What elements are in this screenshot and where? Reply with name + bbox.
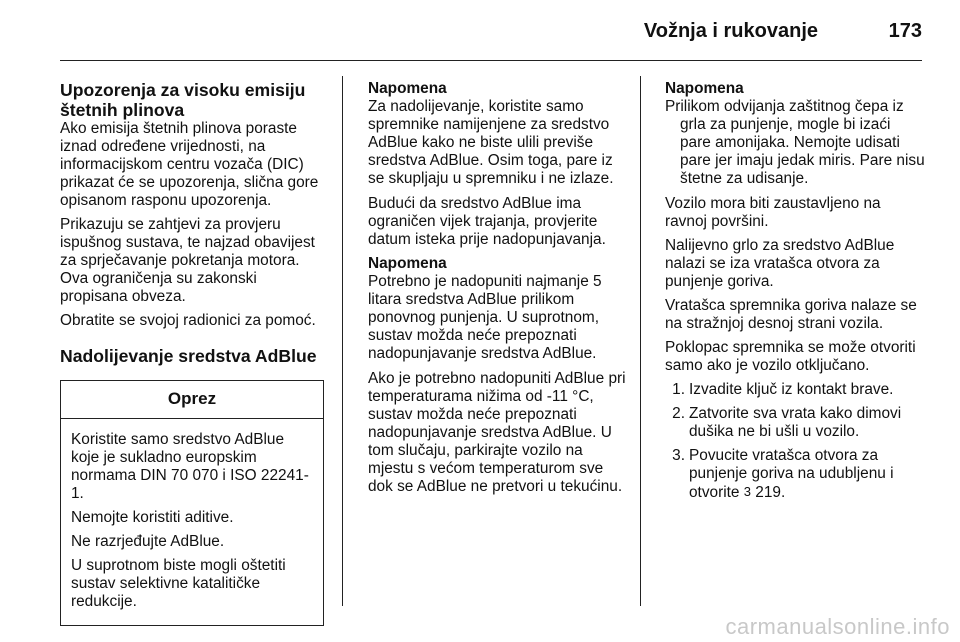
step-text: Zatvorite sva vrata kako dimovi dušika ne bi ušli u vozilo.	[689, 405, 902, 440]
note-block-2	[368, 255, 630, 363]
note-text: Prilikom odvijanja zaštitnog čepa iz grla za punjenje, mogle bi izaći pare amonijaka. Nemojte udisati pare jer imaju jedak miris. Pare nisu štetne za udisanje.	[665, 98, 925, 187]
adblue-refill-heading: Nadolijevanje sredstva AdBlue	[60, 346, 317, 366]
list-item	[665, 381, 925, 399]
caution-title: Oprez	[61, 381, 323, 419]
fuel-door-location-para: Vratašca spremnika goriva nalaze se na stražnjoj desnoj strani vozila.	[665, 297, 917, 332]
list-item	[665, 405, 925, 441]
step-number: 2.	[672, 405, 685, 422]
note-block-1	[368, 80, 630, 188]
filler-neck-location-para: Nalijevno grlo za sredstvo AdBlue nalazi se iza vratašca otvora za punjenje goriva.	[665, 237, 895, 290]
note-block-3	[665, 80, 925, 188]
list-item	[665, 447, 925, 502]
step-number: 1.	[672, 381, 685, 398]
shelf-life-para: Budući da sredstvo AdBlue ima ograničen vijek trajanja, provjerite datum isteka prije nadopunjavanja.	[368, 195, 606, 248]
column-divider-1	[342, 76, 343, 606]
watermark: carmanualsonline.info	[725, 614, 950, 639]
step-text: Izvadite ključ iz kontakt brave.	[689, 381, 894, 398]
level-surface-para: Vozilo mora biti zaustavljeno na ravnoj površini.	[665, 195, 881, 230]
note-text: Za nadolijevanje, koristite samo spremnike namijenjene za sredstvo AdBlue kako ne biste ulili previše sredstva AdBlue. Osim toga, pare iz se skupljaju u spremniku i ne izlaze.	[368, 98, 614, 187]
note-text: Potrebno je nadopuniti najmanje 5 litara sredstva AdBlue prilikom ponovnog punjenja. U suprotnom, sustav možda neće prepoznati nadopunjavanje sredstva AdBlue.	[368, 273, 602, 362]
emission-para-2: Prikazuju se zahtjevi za provjeru ispušnog sustava, te najzad obavijest za sprječavanje pokretanja motora. Ova ograničenja su zakonski propisana obveza.	[60, 216, 315, 305]
page-number: 173	[888, 20, 922, 42]
page-reference-arrow-icon: 3	[743, 484, 751, 499]
step-text: Povucite vratašca otvora za punjenje goriva na udubljenu i otvorite	[689, 447, 894, 501]
caution-box	[60, 380, 324, 626]
caution-para-2: Nemojte koristiti aditive.	[71, 509, 234, 526]
caution-body	[61, 419, 323, 625]
step-number: 3.	[672, 447, 685, 464]
header-title: Vožnja i rukovanje	[643, 20, 818, 42]
unlock-requirement-para: Poklopac spremnika se može otvoriti samo ako je vozilo otključano.	[665, 339, 916, 374]
note-title: Napomena	[665, 80, 744, 97]
column-divider-2	[640, 76, 641, 606]
column-3	[665, 80, 925, 508]
column-2	[368, 80, 630, 502]
note-title: Napomena	[368, 255, 447, 272]
caution-para-4: U suprotnom biste mogli oštetiti sustav selektivne katalitičke redukcije.	[71, 557, 286, 610]
caution-para-1: Koristite samo sredstvo AdBlue koje je sukladno europskim normama DIN 70 070 i ISO 22241-1.	[71, 431, 309, 502]
column-1	[60, 80, 328, 626]
low-temperature-para: Ako je potrebno nadopuniti AdBlue pri temperaturama nižima od -11 °C, sustav možda neće prepoznati nadopunjavanje sredstva AdBlue. U tom slučaju, parkirajte vozilo na mjestu s većom temperaturom sve dok se AdBlue ne pretvori u tekućinu.	[368, 370, 626, 495]
emission-para-3: Obratite se svojoj radionici za pomoć.	[60, 312, 316, 329]
emission-warnings-heading: Upozorenja za visoku emisiju štetnih plinova	[60, 80, 306, 120]
page-reference-link[interactable]: 219.	[755, 484, 786, 501]
note-title: Napomena	[368, 80, 447, 97]
emission-para-1: Ako emisija štetnih plinova poraste iznad određene vrijednosti, na informacijskom centru vozača (DIC) prikazat će se upozorenja, slična gore opisanom rasponu upozorenja.	[60, 120, 319, 209]
caution-para-3: Ne razrjeđujte AdBlue.	[71, 533, 225, 550]
steps-list	[665, 381, 925, 502]
page-header	[60, 14, 922, 61]
